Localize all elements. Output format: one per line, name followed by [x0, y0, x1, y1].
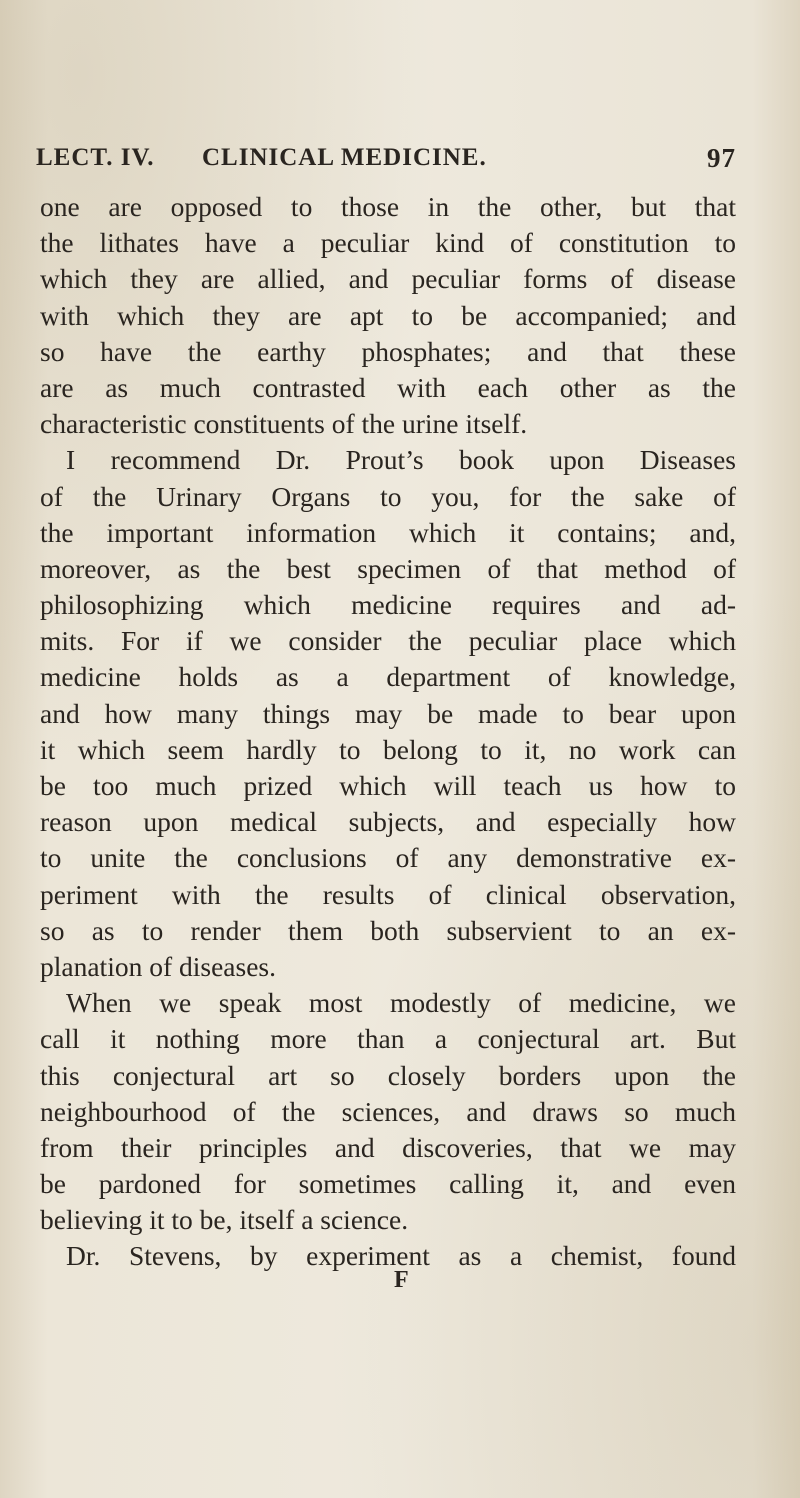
text-line: the lithates have a peculiar kind of constitution to — [40, 227, 736, 259]
text-line: this conjectural art so closely borders upon the — [40, 1059, 736, 1091]
lecture-number: LECT. IV. — [36, 144, 155, 171]
text-line: from their principles and discoveries, that we may — [40, 1131, 736, 1163]
text-line: reason upon medical subjects, and especially how — [40, 806, 736, 838]
text-line: be too much prized which will teach us how to — [40, 770, 736, 801]
text-line: believing it to be, itself a science. — [40, 1204, 409, 1236]
text-line: the important information which it contains; and, — [40, 516, 736, 548]
text-line: it which seem hardly to belong to it, no work can — [40, 733, 736, 765]
text-line: one are opposed to those in the other, but that — [40, 191, 736, 222]
text-line: characteristic constituents of the urine itself. — [40, 408, 528, 440]
text-line: of the Urinary Organs to you, for the sake of — [40, 480, 736, 512]
text-line: periment with the results of clinical observation, — [40, 878, 736, 910]
text-line: be pardoned for sometimes calling it, and even — [40, 1168, 736, 1200]
text-line: which they are allied, and peculiar forms of disease — [40, 263, 736, 295]
text-line: neighbourhood of the sciences, and draws so much — [40, 1095, 736, 1127]
text-line: Dr. Stevens, by experiment as a chemist, found — [66, 1240, 736, 1272]
text-line: and how many things may be made to bear upon — [40, 697, 736, 729]
running-title: CLINICAL MEDICINE. — [202, 144, 487, 171]
text-line: are as much contrasted with each other as the — [40, 371, 736, 403]
text-line: to unite the conclusions of any demonstrative ex- — [40, 842, 736, 874]
text-line: planation of diseases. — [40, 950, 276, 982]
running-head — [36, 138, 736, 178]
text-line: with which they are apt to be accompanied; and — [40, 299, 736, 331]
text-line: medicine holds as a department of knowledge, — [40, 661, 736, 693]
text-line: call it nothing more than a conjectural art. But — [40, 1023, 736, 1055]
text-line: mits. For if we consider the peculiar place which — [40, 625, 736, 657]
text-line: moreover, as the best specimen of that method of — [40, 552, 736, 584]
signature-mark: F — [394, 1267, 409, 1293]
text-line: so have the earthy phosphates; and that these — [40, 335, 736, 367]
text-line: philosophizing which medicine requires and ad- — [40, 589, 736, 621]
page-number: 97 — [707, 143, 736, 173]
body-text — [40, 189, 736, 1275]
text-line: so as to render them both subservient to an ex- — [40, 914, 736, 946]
text-line: When we speak most modestly of medicine, we — [66, 987, 736, 1019]
text-line: I recommend Dr. Prout’s book upon Diseases — [66, 444, 736, 476]
